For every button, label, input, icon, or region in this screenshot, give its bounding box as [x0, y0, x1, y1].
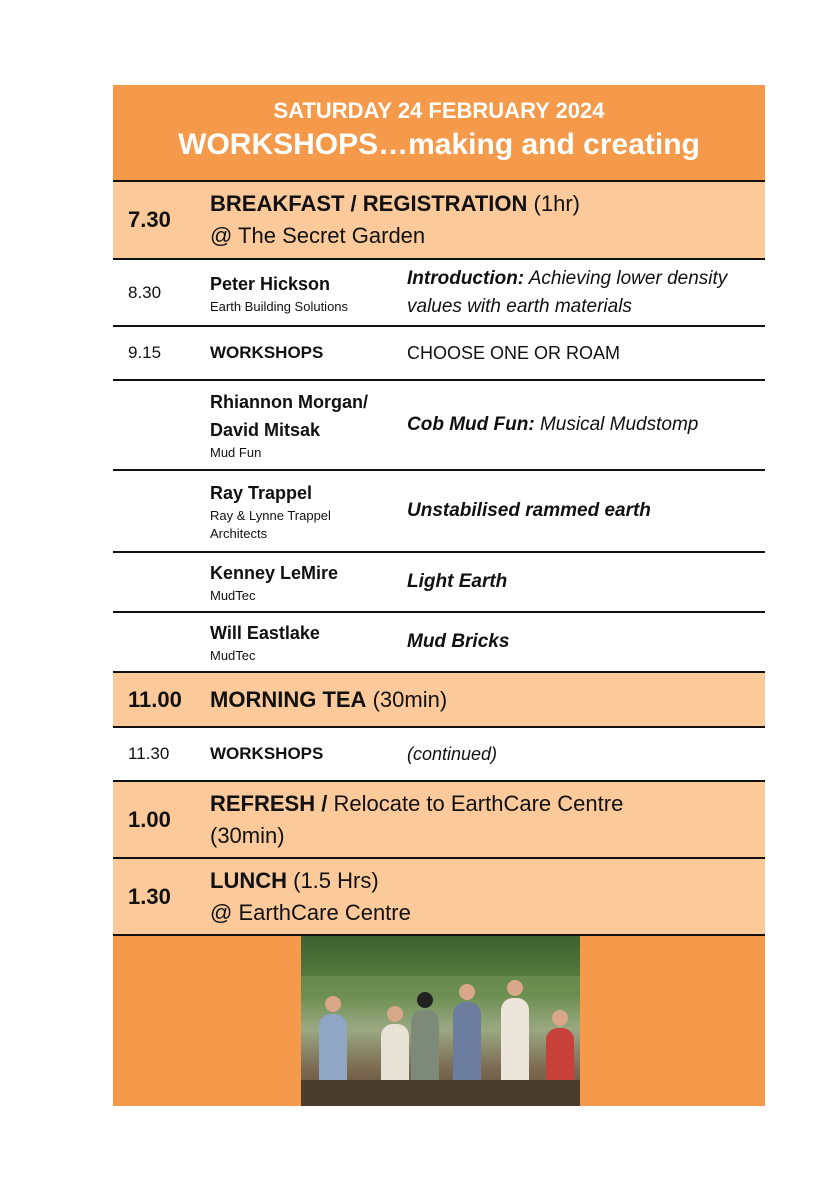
row-workshops	[113, 327, 765, 381]
ws3-org: MudTec	[210, 588, 256, 603]
tea-title: MORNING TEA	[210, 686, 367, 712]
ws1-name2: David Mitsak	[210, 420, 321, 440]
lunch-info	[210, 859, 765, 934]
time-tea: 11.00	[128, 686, 182, 712]
row-workshop-2	[113, 471, 765, 553]
row-intro	[113, 260, 765, 327]
tea-duration: (30min)	[372, 686, 448, 712]
row-workshop-3	[113, 553, 765, 613]
intro-presenter	[210, 260, 407, 325]
workshops-label: WORKSHOPS	[210, 343, 324, 362]
workshop-photo	[301, 936, 580, 1106]
ws2-presenter	[210, 471, 407, 551]
row-workshop-1	[113, 381, 765, 471]
ws4-topic-text: Mud Bricks	[407, 631, 510, 652]
photo-band	[113, 936, 765, 1106]
row-breakfast	[113, 182, 765, 260]
breakfast-title: BREAKFAST / REGISTRATION	[210, 191, 528, 216]
row-lunch	[113, 859, 765, 936]
lunch-title: LUNCH	[210, 867, 287, 893]
ws2-topic	[407, 471, 765, 551]
refresh-info	[210, 782, 765, 857]
intro-name: Peter Hickson	[210, 273, 331, 294]
row-workshop-4	[113, 613, 765, 673]
lunch-duration: (1.5 Hrs)	[293, 867, 379, 893]
breakfast-duration: (1hr)	[533, 191, 580, 216]
ws1-topic-text: Musical Mudstomp	[539, 414, 699, 435]
program-sheet	[113, 85, 765, 1106]
program-date: SATURDAY 24 FEBRUARY 2024	[273, 98, 605, 123]
breakfast-location: @ The Secret Garden	[210, 223, 426, 248]
intro-org: Earth Building Solutions	[210, 298, 349, 314]
ws2-name: Ray Trappel	[210, 483, 313, 503]
ws4-presenter	[210, 613, 407, 671]
ws1-presenter	[210, 381, 407, 469]
refresh-rest: Relocate to EarthCare Centre	[333, 790, 624, 816]
ws4-org: MudTec	[210, 648, 256, 663]
program-title: WORKSHOPS…making and creating	[178, 128, 700, 161]
time-refresh: 1.00	[128, 806, 171, 832]
ws3-topic	[407, 553, 765, 611]
ws2-topic-text: Unstabilised rammed earth	[407, 500, 651, 521]
ws1-name1: Rhiannon Morgan/	[210, 392, 368, 412]
ws4-name: Will Eastlake	[210, 623, 320, 643]
workshops2-label: WORKSHOPS	[210, 744, 324, 763]
ws2-org1: Ray & Lynne Trappel	[210, 508, 331, 523]
workshops-label-cell	[210, 327, 407, 379]
intro-topic-text: Achieving lower density values with earth materials	[407, 267, 728, 317]
program-header	[113, 85, 765, 182]
lunch-location: @ EarthCare Centre	[210, 899, 411, 925]
time-lunch: 1.30	[128, 883, 171, 909]
time-workshops: 9.15	[128, 343, 162, 362]
intro-topic	[407, 260, 765, 325]
ws3-topic-text: Light Earth	[407, 571, 508, 592]
ws1-topic-lead: Cob Mud Fun:	[407, 414, 535, 435]
ws2-org2: Architects	[210, 526, 268, 541]
ws3-name: Kenney LeMire	[210, 563, 339, 583]
ws1-org: Mud Fun	[210, 445, 262, 460]
workshops2-note: (continued)	[407, 744, 498, 764]
workshops-note: CHOOSE ONE OR ROAM	[407, 343, 621, 363]
breakfast-info	[210, 182, 765, 258]
time-workshops-2: 11.30	[128, 744, 170, 763]
time-intro: 8.30	[128, 282, 162, 302]
row-workshops-continued	[113, 728, 765, 782]
refresh-title: REFRESH /	[210, 790, 328, 816]
row-refresh	[113, 782, 765, 859]
ws1-topic	[407, 381, 765, 469]
ws4-topic	[407, 613, 765, 671]
row-morning-tea	[113, 673, 765, 728]
refresh-duration: (30min)	[210, 822, 285, 848]
ws3-presenter	[210, 553, 407, 611]
tea-info	[210, 673, 765, 726]
intro-topic-lead: Introduction:	[407, 267, 525, 289]
time-breakfast: 7.30	[128, 207, 171, 232]
